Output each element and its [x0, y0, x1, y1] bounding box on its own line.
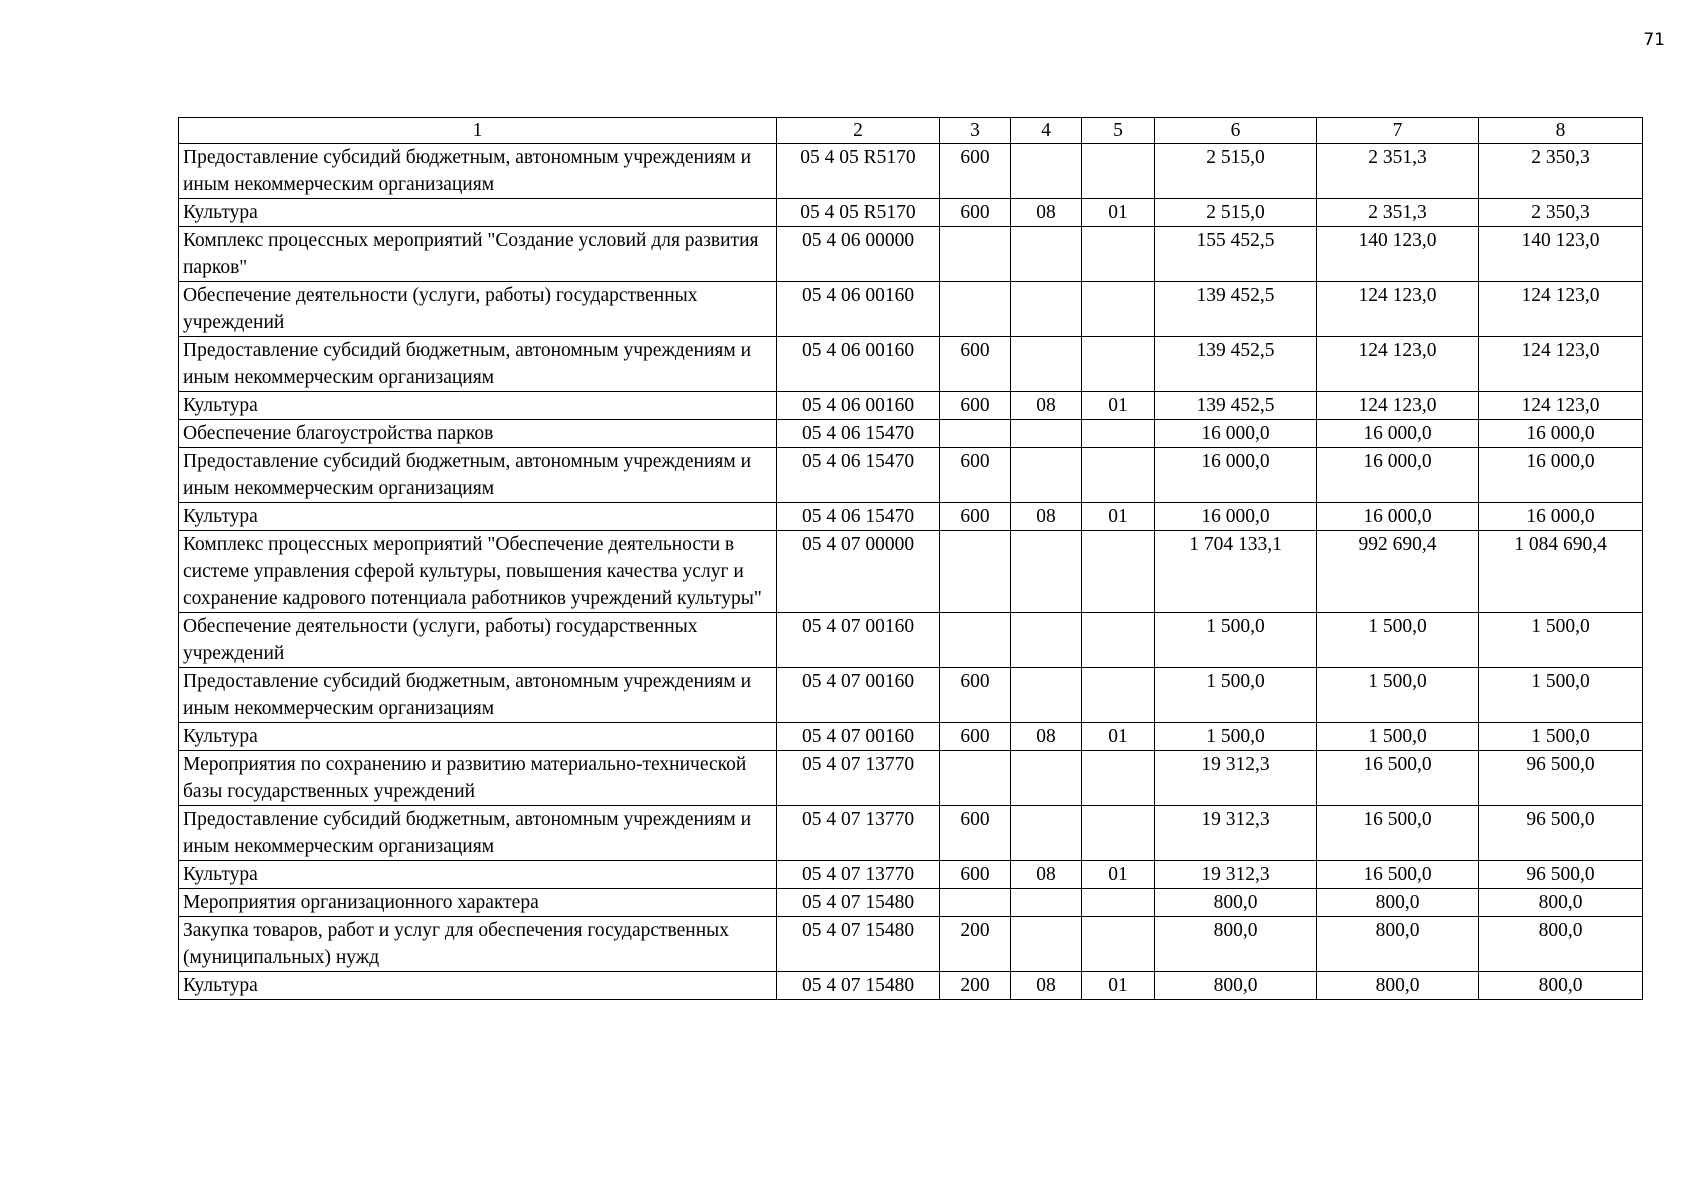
row-value7: 800,0	[1317, 972, 1479, 1000]
row-name: Культура	[179, 392, 777, 420]
row-value6: 16 000,0	[1155, 448, 1317, 503]
row-col3	[940, 613, 1011, 668]
row-value8: 1 500,0	[1479, 723, 1643, 751]
row-value6: 800,0	[1155, 917, 1317, 972]
row-col3	[940, 282, 1011, 337]
row-col5	[1082, 806, 1155, 861]
row-name: Комплекс процессных мероприятий "Обеспечение деятельности в системе управления сферой культуры, повышения качества услуг и сохранение кадрового потенциала работников учреждений культуры"	[179, 531, 777, 613]
row-col4: 08	[1011, 503, 1082, 531]
row-col4	[1011, 613, 1082, 668]
row-col3	[940, 420, 1011, 448]
row-col5: 01	[1082, 392, 1155, 420]
row-value8: 16 000,0	[1479, 420, 1643, 448]
row-col5	[1082, 227, 1155, 282]
row-name: Мероприятия по сохранению и развитию материально-технической базы государственных учреждений	[179, 751, 777, 806]
column-header: 7	[1317, 118, 1479, 144]
row-value8: 16 000,0	[1479, 448, 1643, 503]
row-name: Культура	[179, 503, 777, 531]
column-header: 4	[1011, 118, 1082, 144]
column-header: 2	[777, 118, 940, 144]
row-value8: 800,0	[1479, 889, 1643, 917]
column-header: 3	[940, 118, 1011, 144]
row-code: 05 4 07 13770	[777, 806, 940, 861]
row-col5: 01	[1082, 503, 1155, 531]
row-name: Мероприятия организационного характера	[179, 889, 777, 917]
row-code: 05 4 06 15470	[777, 448, 940, 503]
table-row	[179, 420, 1643, 448]
row-col5	[1082, 144, 1155, 199]
row-col5: 01	[1082, 723, 1155, 751]
row-value6: 139 452,5	[1155, 337, 1317, 392]
row-value7: 124 123,0	[1317, 337, 1479, 392]
row-col5	[1082, 448, 1155, 503]
row-col3: 200	[940, 917, 1011, 972]
row-value8: 2 350,3	[1479, 199, 1643, 227]
row-code: 05 4 05 R5170	[777, 199, 940, 227]
row-col5: 01	[1082, 861, 1155, 889]
row-value8: 16 000,0	[1479, 503, 1643, 531]
row-value6: 1 704 133,1	[1155, 531, 1317, 613]
row-value6: 155 452,5	[1155, 227, 1317, 282]
table-row	[179, 531, 1643, 613]
row-value7: 140 123,0	[1317, 227, 1479, 282]
row-value8: 1 084 690,4	[1479, 531, 1643, 613]
row-value6: 800,0	[1155, 889, 1317, 917]
row-col4: 08	[1011, 972, 1082, 1000]
row-value8: 1 500,0	[1479, 613, 1643, 668]
row-value7: 16 500,0	[1317, 806, 1479, 861]
row-col3: 600	[940, 806, 1011, 861]
row-col4	[1011, 751, 1082, 806]
row-value6: 1 500,0	[1155, 613, 1317, 668]
row-value8: 2 350,3	[1479, 144, 1643, 199]
row-col3: 600	[940, 199, 1011, 227]
row-col4	[1011, 282, 1082, 337]
row-col3	[940, 889, 1011, 917]
row-name: Комплекс процессных мероприятий "Создание условий для развития парков"	[179, 227, 777, 282]
row-col4	[1011, 806, 1082, 861]
row-col3: 600	[940, 144, 1011, 199]
row-value6: 800,0	[1155, 972, 1317, 1000]
row-col4	[1011, 144, 1082, 199]
row-value8: 96 500,0	[1479, 861, 1643, 889]
table-row	[179, 199, 1643, 227]
table-row	[179, 337, 1643, 392]
row-code: 05 4 06 00000	[777, 227, 940, 282]
row-value8: 96 500,0	[1479, 806, 1643, 861]
row-name: Закупка товаров, работ и услуг для обеспечения государственных (муниципальных) нужд	[179, 917, 777, 972]
row-code: 05 4 07 00160	[777, 723, 940, 751]
row-col4	[1011, 889, 1082, 917]
column-header: 1	[179, 118, 777, 144]
row-value6: 2 515,0	[1155, 199, 1317, 227]
row-value6: 16 000,0	[1155, 503, 1317, 531]
row-value6: 2 515,0	[1155, 144, 1317, 199]
row-value7: 16 500,0	[1317, 861, 1479, 889]
table-row	[179, 668, 1643, 723]
row-col4	[1011, 420, 1082, 448]
row-value7: 992 690,4	[1317, 531, 1479, 613]
row-value6: 1 500,0	[1155, 723, 1317, 751]
row-col5	[1082, 613, 1155, 668]
table-row	[179, 723, 1643, 751]
row-value6: 19 312,3	[1155, 751, 1317, 806]
table-row	[179, 448, 1643, 503]
row-col5	[1082, 420, 1155, 448]
row-value7: 124 123,0	[1317, 282, 1479, 337]
row-name: Обеспечение деятельности (услуги, работы) государственных учреждений	[179, 613, 777, 668]
table-body	[179, 118, 1643, 1000]
row-col4: 08	[1011, 199, 1082, 227]
row-code: 05 4 07 00160	[777, 668, 940, 723]
row-col4	[1011, 227, 1082, 282]
row-col3: 600	[940, 337, 1011, 392]
row-value7: 16 000,0	[1317, 420, 1479, 448]
row-value7: 1 500,0	[1317, 668, 1479, 723]
row-col4: 08	[1011, 723, 1082, 751]
table-row	[179, 613, 1643, 668]
row-value7: 16 000,0	[1317, 448, 1479, 503]
row-code: 05 4 07 15480	[777, 917, 940, 972]
row-value7: 2 351,3	[1317, 144, 1479, 199]
row-value8: 800,0	[1479, 917, 1643, 972]
row-name: Предоставление субсидий бюджетным, автономным учреждениям и иным некоммерческим организациям	[179, 448, 777, 503]
table-row	[179, 227, 1643, 282]
row-value7: 1 500,0	[1317, 723, 1479, 751]
row-name: Предоставление субсидий бюджетным, автономным учреждениям и иным некоммерческим организациям	[179, 668, 777, 723]
column-header: 8	[1479, 118, 1643, 144]
row-code: 05 4 06 15470	[777, 503, 940, 531]
row-col4	[1011, 668, 1082, 723]
row-col3: 600	[940, 861, 1011, 889]
row-col5	[1082, 337, 1155, 392]
row-col3	[940, 227, 1011, 282]
row-col4: 08	[1011, 392, 1082, 420]
row-value8: 1 500,0	[1479, 668, 1643, 723]
row-value8: 800,0	[1479, 972, 1643, 1000]
row-col5	[1082, 531, 1155, 613]
row-col5	[1082, 282, 1155, 337]
row-code: 05 4 07 15480	[777, 972, 940, 1000]
table-row	[179, 917, 1643, 972]
row-value8: 124 123,0	[1479, 282, 1643, 337]
budget-table	[178, 117, 1643, 1000]
row-col3	[940, 531, 1011, 613]
row-value7: 1 500,0	[1317, 613, 1479, 668]
row-col4	[1011, 448, 1082, 503]
row-name: Культура	[179, 199, 777, 227]
row-name: Обеспечение деятельности (услуги, работы) государственных учреждений	[179, 282, 777, 337]
row-col5	[1082, 889, 1155, 917]
column-header: 5	[1082, 118, 1155, 144]
row-col5	[1082, 751, 1155, 806]
table-row	[179, 144, 1643, 199]
row-value8: 140 123,0	[1479, 227, 1643, 282]
row-value7: 16 000,0	[1317, 503, 1479, 531]
row-col5: 01	[1082, 972, 1155, 1000]
table-row	[179, 972, 1643, 1000]
row-code: 05 4 07 13770	[777, 751, 940, 806]
row-value6: 139 452,5	[1155, 392, 1317, 420]
row-value6: 19 312,3	[1155, 861, 1317, 889]
table-row	[179, 751, 1643, 806]
row-col3	[940, 751, 1011, 806]
row-col5	[1082, 668, 1155, 723]
table-row	[179, 861, 1643, 889]
row-col5	[1082, 917, 1155, 972]
row-value8: 96 500,0	[1479, 751, 1643, 806]
row-name: Предоставление субсидий бюджетным, автономным учреждениям и иным некоммерческим организациям	[179, 806, 777, 861]
row-value7: 800,0	[1317, 889, 1479, 917]
row-value6: 139 452,5	[1155, 282, 1317, 337]
row-value6: 1 500,0	[1155, 668, 1317, 723]
row-col5: 01	[1082, 199, 1155, 227]
row-col3: 600	[940, 503, 1011, 531]
table-row	[179, 503, 1643, 531]
row-col4	[1011, 917, 1082, 972]
row-col3: 200	[940, 972, 1011, 1000]
row-value6: 19 312,3	[1155, 806, 1317, 861]
row-col4	[1011, 531, 1082, 613]
column-header: 6	[1155, 118, 1317, 144]
row-value7: 124 123,0	[1317, 392, 1479, 420]
row-col4: 08	[1011, 861, 1082, 889]
row-code: 05 4 06 00160	[777, 282, 940, 337]
row-code: 05 4 06 00160	[777, 392, 940, 420]
table-row	[179, 282, 1643, 337]
row-value7: 2 351,3	[1317, 199, 1479, 227]
row-value7: 16 500,0	[1317, 751, 1479, 806]
row-name: Культура	[179, 723, 777, 751]
row-name: Предоставление субсидий бюджетным, автономным учреждениям и иным некоммерческим организациям	[179, 337, 777, 392]
row-code: 05 4 07 15480	[777, 889, 940, 917]
row-col3: 600	[940, 392, 1011, 420]
row-name: Предоставление субсидий бюджетным, автономным учреждениям и иным некоммерческим организациям	[179, 144, 777, 199]
column-number-row	[179, 118, 1643, 144]
row-col4	[1011, 337, 1082, 392]
row-code: 05 4 05 R5170	[777, 144, 940, 199]
row-code: 05 4 07 13770	[777, 861, 940, 889]
row-value8: 124 123,0	[1479, 337, 1643, 392]
row-value6: 16 000,0	[1155, 420, 1317, 448]
table-row	[179, 889, 1643, 917]
row-name: Культура	[179, 861, 777, 889]
row-col3: 600	[940, 723, 1011, 751]
row-code: 05 4 06 15470	[777, 420, 940, 448]
row-col3: 600	[940, 668, 1011, 723]
row-name: Обеспечение благоустройства парков	[179, 420, 777, 448]
page-number: 71	[1643, 30, 1665, 50]
row-col3: 600	[940, 448, 1011, 503]
row-name: Культура	[179, 972, 777, 1000]
table-row	[179, 392, 1643, 420]
row-value7: 800,0	[1317, 917, 1479, 972]
row-value8: 124 123,0	[1479, 392, 1643, 420]
table-row	[179, 806, 1643, 861]
row-code: 05 4 07 00160	[777, 613, 940, 668]
row-code: 05 4 07 00000	[777, 531, 940, 613]
row-code: 05 4 06 00160	[777, 337, 940, 392]
